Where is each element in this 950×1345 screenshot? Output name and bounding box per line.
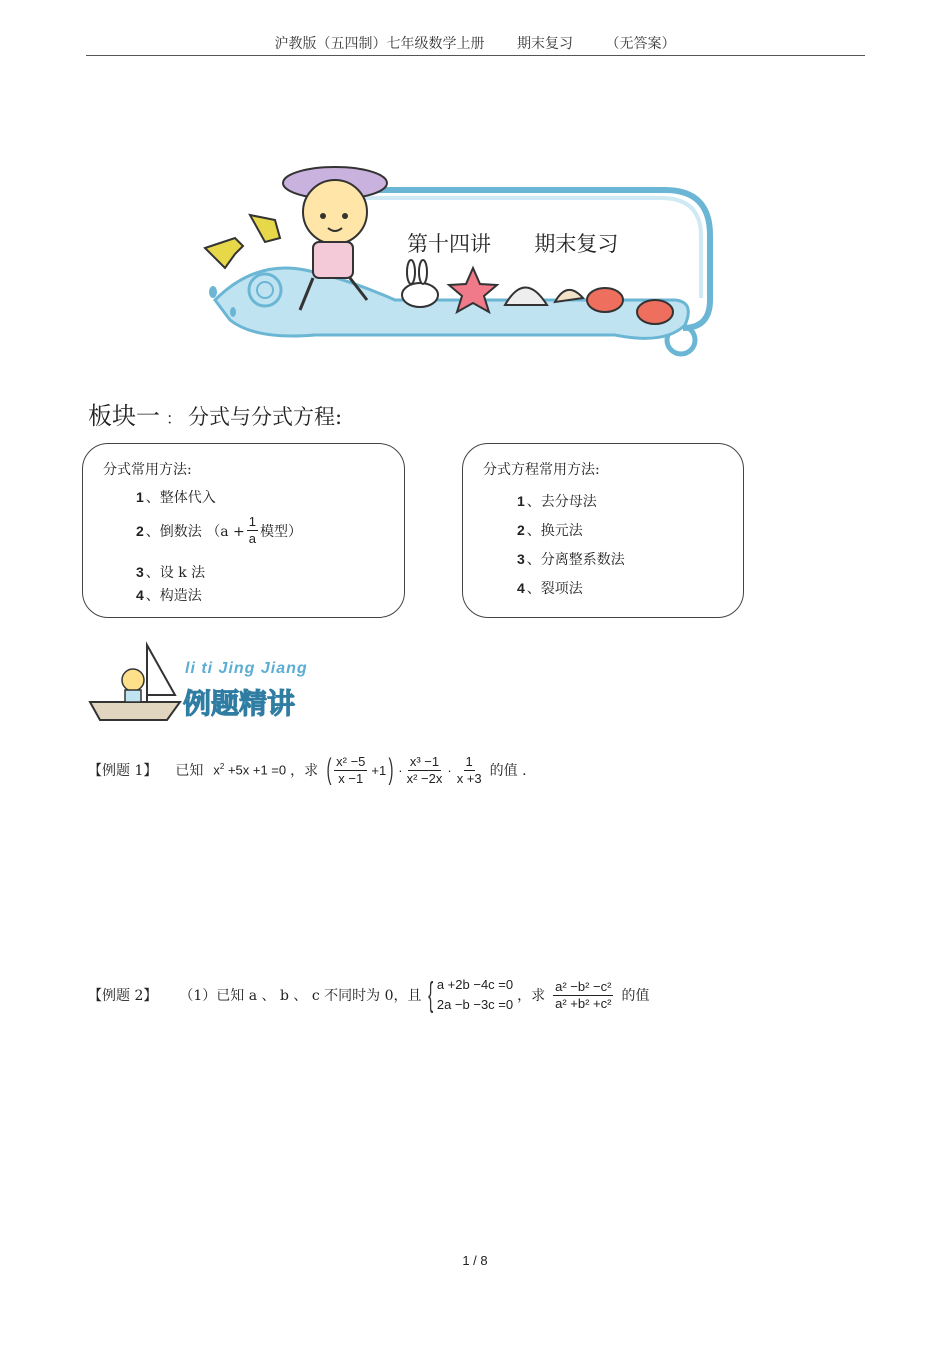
fraction-numerator: 1 (465, 753, 473, 769)
example-1-tail: 的值 . (489, 763, 527, 779)
item-text: 、构造法 (145, 588, 202, 604)
item-number: 4 (136, 587, 144, 603)
fraction-1 (334, 754, 367, 787)
fraction-method-item (136, 487, 216, 507)
header-series: 沪教版（五四制）七年级数学上册 (274, 36, 485, 52)
fraction-method-item (136, 585, 202, 605)
item-text: 、换元法 (526, 523, 583, 539)
fraction-3 (455, 754, 484, 787)
item-number: 4 (517, 580, 525, 596)
item-number: 2 (136, 522, 144, 539)
fraction-method-item (136, 562, 205, 582)
example-2-tail: 的值 (621, 988, 650, 1004)
left-paren: ( (326, 753, 332, 786)
fraction-numerator: x² −5 (336, 753, 366, 769)
example-2-find: ，求 (517, 988, 546, 1004)
item-text: 、去分母法 (526, 494, 597, 510)
example-1-label: 【例题 1】 (88, 763, 158, 779)
multiply-dot: · (398, 762, 403, 778)
fraction-numerator: a² −b² −c² (555, 978, 612, 994)
example-1-find: ，求 (290, 763, 319, 779)
banner-lecture: 第十四讲 (407, 232, 491, 256)
item-text: 、分离整系数法 (526, 552, 625, 568)
example-logo (85, 640, 315, 725)
page-number: 1 / 8 (462, 1253, 488, 1268)
example-2-part: （1）已知 a 、 b 、 c 不同时为 0，且 (179, 988, 422, 1004)
fraction-denominator: a (248, 531, 257, 546)
system-equation-2: 2a −b −3c =0 (436, 997, 514, 1012)
header-divider (86, 55, 865, 56)
example-1-equation (213, 762, 286, 777)
system-brace: { (428, 975, 434, 1014)
header-note: （无答案） (605, 36, 676, 52)
section-heading (88, 396, 342, 431)
banner-topic: 期末复习 (534, 232, 619, 256)
fraction-method-item (136, 514, 302, 547)
lecture-banner (195, 150, 725, 365)
fraction-denominator: x +3 (456, 770, 482, 786)
section-title: 分式与分式方程: (188, 405, 343, 429)
eq-exponent: 2 (219, 762, 225, 772)
item-number: 3 (136, 564, 144, 580)
system-equation-1: a +2b −4c =0 (436, 977, 514, 992)
fraction-numerator: 1 (248, 514, 257, 529)
banner-title (407, 228, 618, 258)
fraction-2 (405, 754, 445, 787)
fraction-numerator: x³ −1 (409, 753, 440, 769)
item-text: 、整体代入 (145, 490, 216, 506)
eq-base: x (213, 762, 220, 778)
logo-pinyin: li ti Jing Jiang (185, 660, 308, 677)
fraction-denominator: a² +b² +c² (555, 995, 612, 1011)
section-colon: ： (166, 409, 183, 428)
equation-system (437, 975, 513, 1015)
section-label: 板块一 (88, 402, 160, 430)
multiply-dot: · (447, 762, 452, 778)
example-2-label: 【例题 2】 (88, 988, 158, 1004)
reciprocal-fraction (247, 514, 258, 547)
example-1 (88, 745, 527, 795)
page-header (0, 33, 950, 53)
item-text: 、设 k 法 (145, 565, 206, 581)
equation-methods-title: 分式方程常用方法: (483, 462, 600, 478)
equation-method-item (517, 520, 583, 540)
right-paren: ) (388, 753, 394, 786)
eq-rest: +5x +1 =0 (227, 762, 287, 778)
equation-method-item (517, 578, 583, 598)
item-number: 3 (517, 551, 525, 567)
fraction-denominator: x −1 (338, 770, 364, 786)
header-topic: 期末复习 (517, 36, 573, 52)
item-text: 、倒数法 （a + (145, 523, 245, 540)
example-2 (88, 970, 649, 1020)
equation-method-item (517, 491, 597, 511)
fraction-denominator: x² −2x (406, 770, 443, 786)
boat-girl-illustration (85, 640, 185, 725)
plus-one: +1 (371, 762, 387, 778)
item-number: 2 (517, 522, 525, 538)
logo-title: 例题精讲 (183, 688, 296, 719)
item-number: 1 (136, 489, 144, 505)
item-tail: 模型） (260, 523, 303, 540)
fraction-methods-box (82, 443, 405, 618)
example-1-given: 已知 (175, 763, 204, 779)
item-text: 、裂项法 (526, 581, 583, 597)
equation-method-item (517, 549, 625, 569)
fraction-methods-title: 分式常用方法: (103, 462, 192, 478)
equation-methods-box (462, 443, 744, 618)
example-2-fraction (553, 979, 613, 1012)
item-number: 1 (517, 493, 525, 509)
